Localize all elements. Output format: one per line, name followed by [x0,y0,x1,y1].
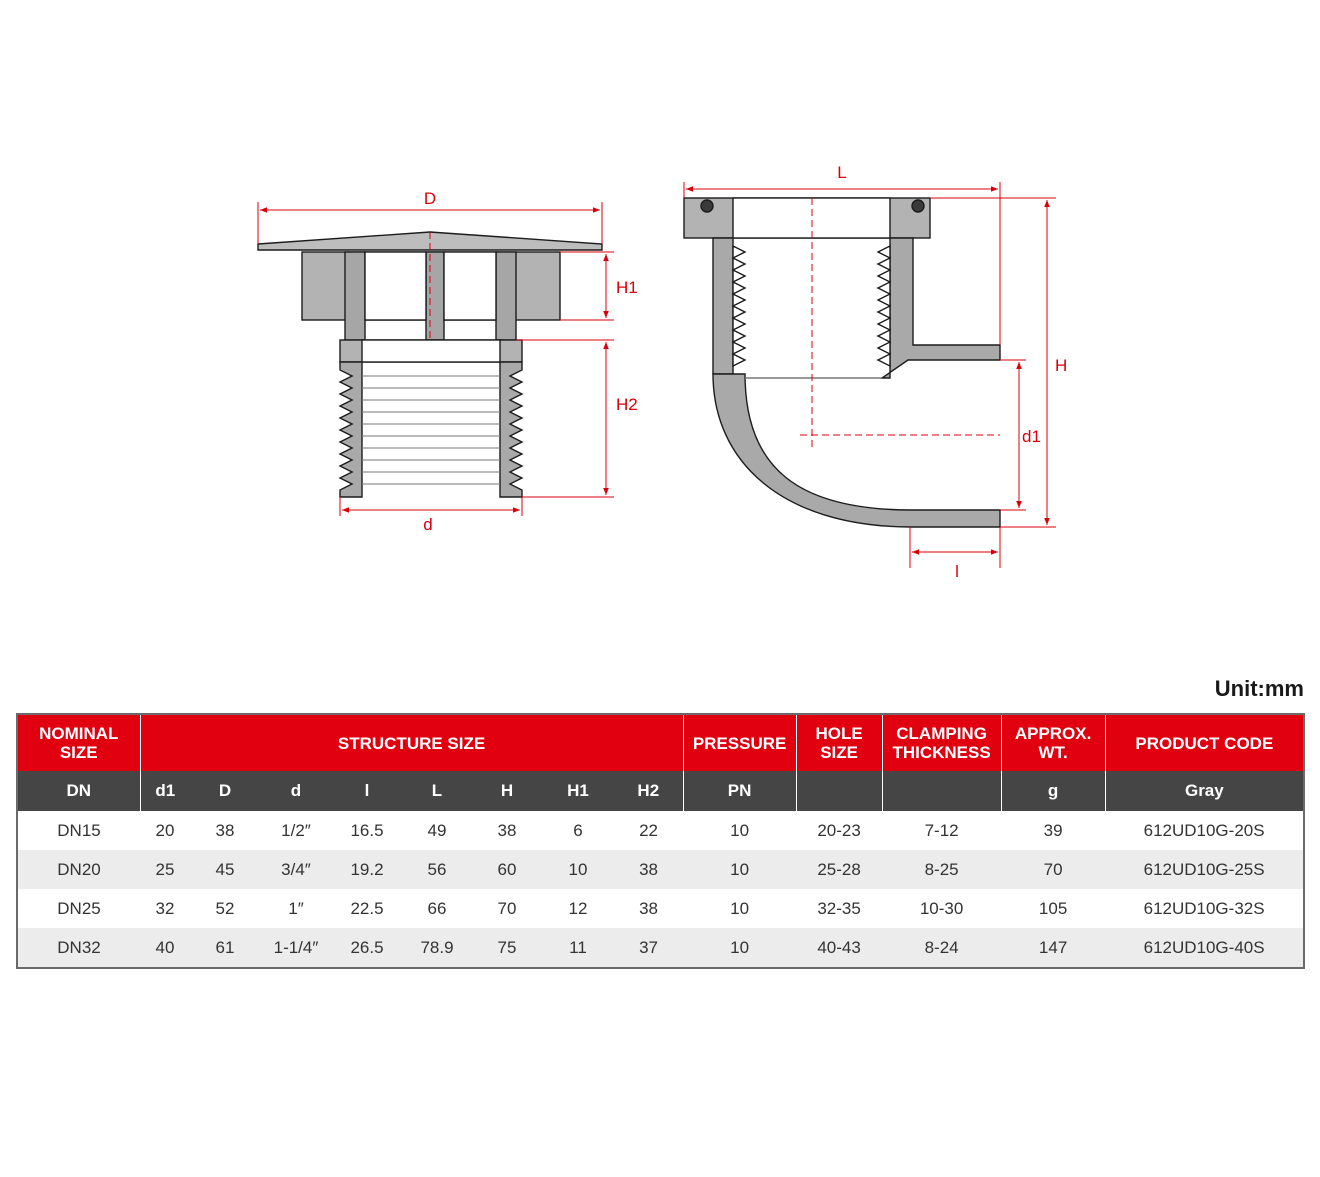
dim-label-d: d [423,515,433,534]
cell-H1: 6 [573,820,583,840]
cell-hole: 40-43 [796,928,882,968]
cell-hole: 25-28 [796,850,882,889]
table-subheader-row [17,771,1304,811]
dim-label-l: l [955,562,959,581]
cell-code: 612UD10G-20S [1143,820,1265,840]
cell-pn: 10 [730,898,750,918]
cell-L: 56 [402,850,472,889]
cell-wt: 70 [1001,850,1105,889]
right-view-part [684,198,1000,527]
cell-L: 66 [427,898,447,918]
subheader-H1: H1 [542,771,614,811]
cell-d: 1″ [288,898,304,918]
dim-label-H: H [1055,356,1068,375]
cell-H2: 38 [614,850,683,889]
cell-clamp: 8-24 [882,928,1001,968]
subheader-d1: d1 [140,771,190,811]
subheader-l: l [332,771,402,811]
cell-d: 3/4″ [260,850,332,889]
cell-H: 38 [497,820,517,840]
header-product-code: PRODUCT CODE [1105,714,1304,771]
table-row [17,811,1304,850]
cell-clamp: 10-30 [919,898,964,918]
cell-d1: 32 [155,898,175,918]
dim-label-H1: H1 [616,278,638,297]
header-structure-size: STRUCTURE SIZE [140,714,683,771]
cell-d1: 20 [155,820,175,840]
subheader-code: Gray [1105,771,1304,811]
cell-D: 52 [215,898,235,918]
subheader-L: L [402,771,472,811]
cell-l: 22.5 [350,898,384,918]
table-row [17,889,1304,928]
subheader-d: d [260,771,332,811]
cell-H: 70 [497,898,517,918]
cell-wt: 147 [1001,928,1105,968]
cell-dn: DN15 [57,820,101,840]
cell-pn: 10 [683,850,796,889]
cell-wt: 105 [1038,898,1068,918]
cell-d: 1-1/4″ [260,928,332,968]
cell-dn: DN20 [17,850,140,889]
header-clamping-thickness: CLAMPING THICKNESS [882,714,1001,771]
cell-D: 38 [215,820,235,840]
cell-pn: 10 [730,820,750,840]
header-approx-wt: APPROX. WT. [1001,714,1105,771]
cell-pn: 10 [683,928,796,968]
cell-code: 612UD10G-25S [1105,850,1304,889]
header-pressure: PRESSURE [683,714,796,771]
cell-d1: 40 [140,928,190,968]
subheader-H: H [472,771,542,811]
subheader-hole [796,771,882,811]
cell-d1: 25 [140,850,190,889]
dim-label-L: L [837,163,847,182]
cell-H1: 10 [542,850,614,889]
table-row [17,850,1304,889]
table-row [17,928,1304,968]
cell-l: 26.5 [332,928,402,968]
cell-clamp: 7-12 [924,820,959,840]
spec-table [16,713,1305,969]
cell-clamp: 8-25 [882,850,1001,889]
cell-dn: DN25 [57,898,101,918]
dim-label-H2: H2 [616,395,638,414]
cell-code: 612UD10G-32S [1143,898,1265,918]
subheader-clamp [882,771,1001,811]
cell-hole: 20-23 [817,820,861,840]
cell-H1: 12 [568,898,588,918]
cell-D: 45 [190,850,260,889]
header-nominal-size: NOMINAL SIZE [17,714,140,771]
header-hole-size: HOLE SIZE [796,714,882,771]
subheader-H2: H2 [614,771,683,811]
cell-H2: 22 [639,820,658,840]
unit-label: Unit:mm [1214,676,1304,701]
subheader-pn: PN [683,771,796,811]
cell-H: 75 [472,928,542,968]
cell-l: 16.5 [350,820,384,840]
dim-label-d1: d1 [1022,427,1041,446]
cell-code: 612UD10G-40S [1105,928,1304,968]
cell-L: 78.9 [402,928,472,968]
cell-d: 1/2″ [281,820,311,840]
cell-H2: 37 [614,928,683,968]
cell-H1: 11 [542,928,614,968]
subheader-dn: DN [17,771,140,811]
cell-H2: 38 [639,898,658,918]
dim-label-D: D [423,189,437,208]
table-header-row [17,714,1304,771]
cell-D: 61 [190,928,260,968]
subheader-g: g [1001,771,1105,811]
cell-L: 49 [427,820,447,840]
cell-dn: DN32 [17,928,140,968]
cell-wt: 39 [1043,820,1063,840]
cell-H: 60 [472,850,542,889]
cell-l: 19.2 [332,850,402,889]
cell-hole: 32-35 [817,898,861,918]
subheader-D: D [190,771,260,811]
